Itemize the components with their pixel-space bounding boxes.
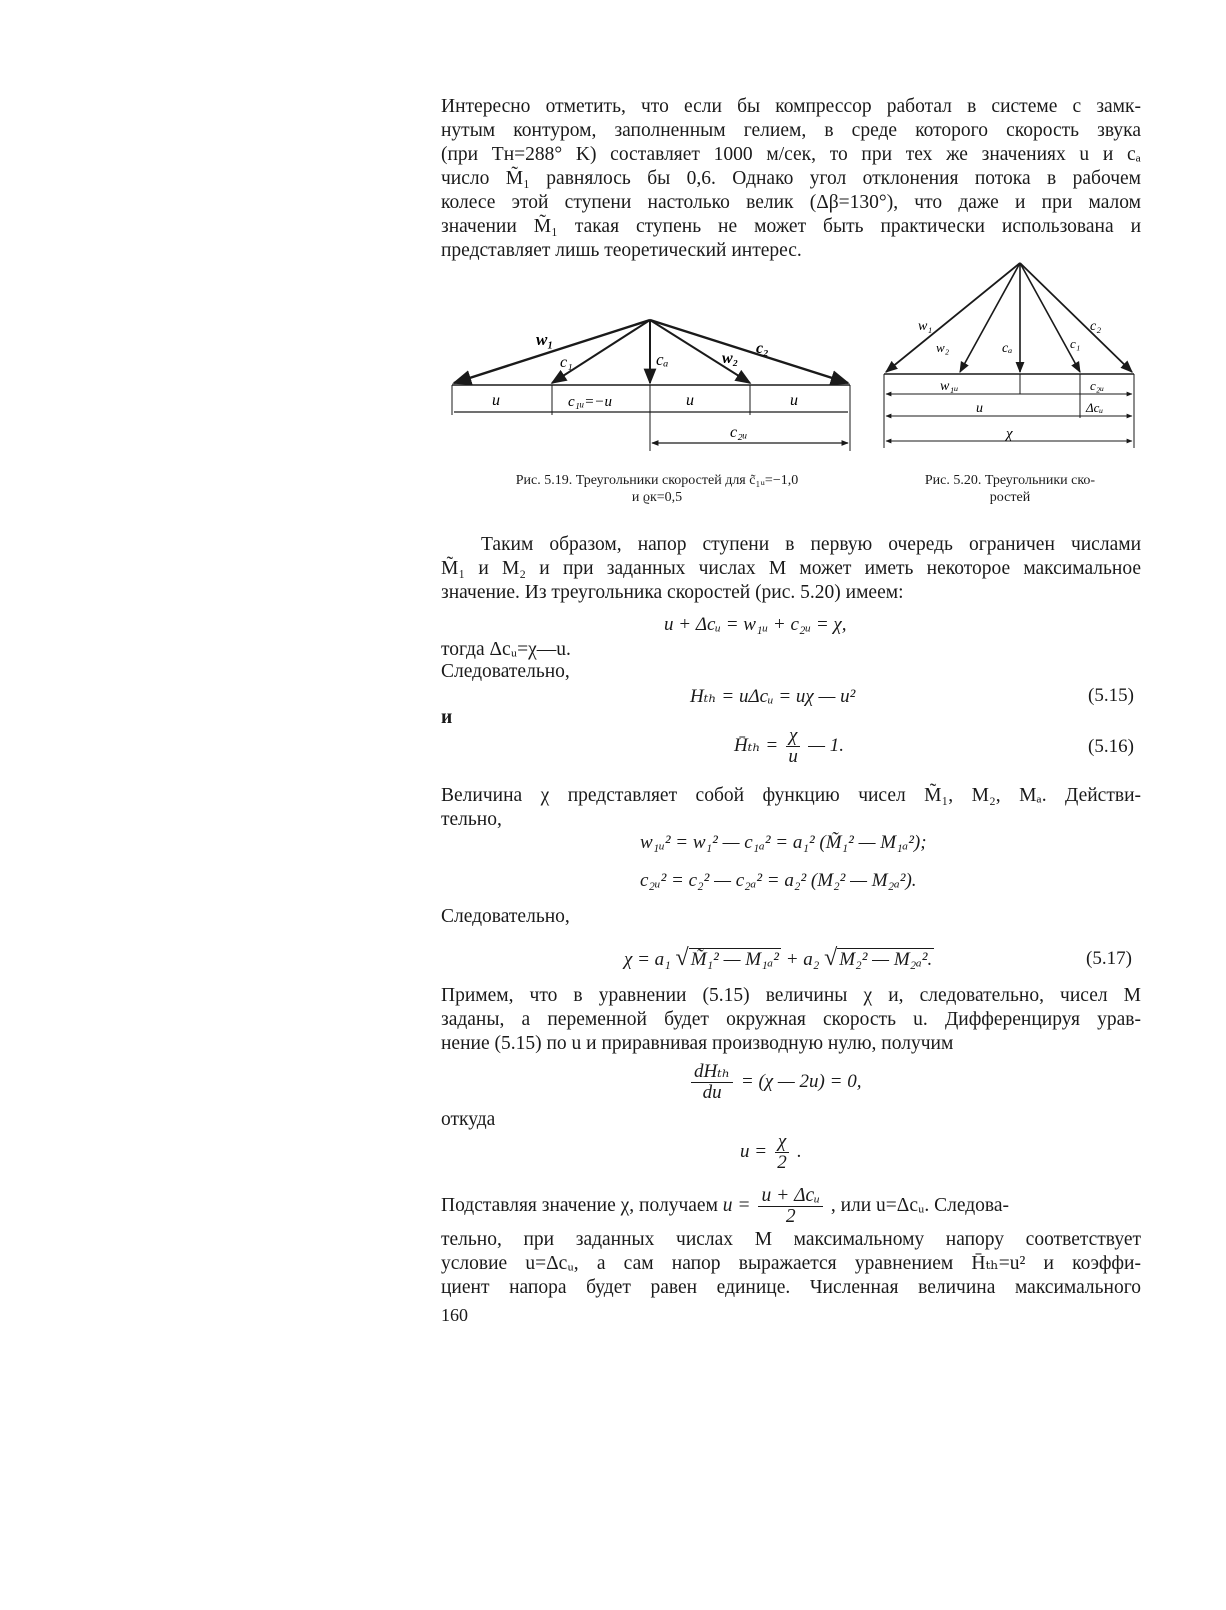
label-c2: c₂ <box>1090 319 1102 334</box>
paragraph-2 <box>441 533 1141 605</box>
equation-w1u: w₁ᵤ² = w₁² — c₁ₐ² = a₁² (M̃₁² — M₁ₐ²); <box>640 832 927 853</box>
frac-den: du <box>702 1082 722 1103</box>
label-ca: cₐ <box>656 350 669 369</box>
label-w1: w₁ <box>536 330 554 349</box>
consequently-1: Следовательно, <box>441 661 570 682</box>
equation-5-16 <box>734 726 844 767</box>
equation-5-17 <box>624 945 934 972</box>
text-line: нение (5.15) по u и приравнивая производную нулю, получим <box>441 1033 954 1054</box>
text-line: Интересно отметить, что если бы компрессор работал в системе с замк- <box>441 96 1141 117</box>
and-text: и <box>441 707 453 728</box>
text-line: число M̃₁ равнялось бы 0,6. Однако угол отклонения потока в рабочем <box>441 168 1141 189</box>
label-c2: c₂ <box>756 340 769 357</box>
label-ca: cₐ <box>1002 341 1013 356</box>
text-line: (при Tн=288° K) составляет 1000 м/сек, то при тех же значениях u и cₐ <box>441 144 1141 165</box>
label-w1u: w₁ᵤ <box>940 379 959 394</box>
frac-num: χ <box>786 726 800 747</box>
frac-den: 2 <box>777 1152 787 1173</box>
sqrt-sign: √ <box>824 945 838 971</box>
text-line: Примем, что в уравнении (5.15) величины χ и, следовательно, чисел M <box>441 985 1141 1006</box>
label-u-left: u <box>492 392 500 409</box>
sqrt-sign: √ <box>675 945 689 971</box>
label-w2: w₂ <box>722 350 739 367</box>
eq-lhs: u = <box>722 1194 751 1216</box>
label-chi: χ <box>1006 426 1013 442</box>
frac-num: dHₜₕ <box>691 1062 733 1083</box>
fraction <box>691 1062 733 1103</box>
label-dcu: Δcᵤ <box>1086 400 1104 415</box>
text-line: тельно, <box>441 809 502 830</box>
equation-c2u: c₂ᵤ² = c₂² — c₂ₐ² = a₂² (M₂² — M₂ₐ²). <box>640 870 917 891</box>
fraction <box>758 1186 822 1227</box>
frac-num: u + Δcᵤ <box>758 1186 822 1207</box>
caption-line: ростей <box>989 490 1031 505</box>
text-line: значении M̃₁ такая ступень не может быть практически использована и <box>441 216 1141 237</box>
caption-line: и ϱк=0,5 <box>631 490 683 505</box>
equation-u-half-chi <box>740 1132 802 1173</box>
intro-paragraph <box>441 95 1141 263</box>
eq-rhs: — 1. <box>808 734 844 756</box>
text-line: представляет лишь теоретический интерес. <box>441 240 802 261</box>
equation-number-5-15: (5.15) <box>1088 685 1134 706</box>
text-line: Таким образом, напор ступени в первую очередь ограничен числами <box>481 534 1141 555</box>
caption-line: Рис. 5.19. Треугольники скоростей для c̃₁ᵤ=−1,0 <box>515 473 799 488</box>
consequently-2: Следовательно, <box>441 906 570 927</box>
frac-den: 2 <box>785 1206 796 1227</box>
text: Подставляя значение χ, получаем <box>441 1194 718 1216</box>
figure-5-20 <box>880 258 1150 458</box>
eq-mid: + a₂ <box>785 949 820 970</box>
frac-den: u <box>788 746 798 767</box>
caption-fig-5-20 <box>880 472 1140 506</box>
eq-rhs: . <box>796 1140 802 1162</box>
text-line: заданы, а переменной будет окружная скорость u. Дифференцируя урав- <box>441 1009 1141 1030</box>
equation-number-5-16: (5.16) <box>1088 736 1134 757</box>
label-c2u: c₂ᵤ <box>1090 378 1105 393</box>
text-line: M̃₁ и M₂ и при заданных числах M может иметь некоторое максимальное <box>441 558 1141 579</box>
eq-lhs: u = <box>740 1140 768 1162</box>
label-u: u <box>976 401 983 416</box>
text-line: значение. Из треугольника скоростей (рис. 5.20) имеем: <box>441 582 904 603</box>
frac-num: χ <box>775 1132 789 1153</box>
label-w2: w₂ <box>936 340 950 355</box>
equation-5-15: Hₜₕ = uΔcᵤ = uχ — u² <box>690 686 856 707</box>
sqrt-body: M₂² — M₂ₐ². <box>839 949 933 970</box>
whence-text: откуда <box>441 1109 496 1130</box>
text-line: тельно, при заданных числах M максимальному напору соответствует <box>441 1229 1141 1250</box>
text-line: Величина χ представляет собой функцию чисел M̃₁, M₂, Mₐ. Действи- <box>441 785 1141 806</box>
label-w1: w₁ <box>918 319 933 334</box>
text-line: колесе этой ступени настолько велик (Δβ=130°), что даже и при малом <box>441 192 1141 213</box>
figure-5-19 <box>440 305 870 455</box>
eq-rhs: = (χ — 2u) = 0, <box>740 1070 862 1092</box>
label-u-mid: u <box>686 392 694 409</box>
caption-fig-5-19 <box>452 472 862 506</box>
paragraph-4 <box>441 984 1141 1056</box>
page-number: 160 <box>441 1305 468 1325</box>
fraction <box>775 1132 789 1173</box>
equation-chi-sum: u + Δcᵤ = w₁ᵤ + c₂ᵤ = χ, <box>664 614 847 635</box>
text-line: условие u=Δcᵤ, а сам напор выражается уравнением H̄ₜₕ=u² и коэффи- <box>441 1253 1141 1274</box>
text-line: нутым контуром, заполненным гелием, в среде которого скорость звука <box>441 120 1141 141</box>
label-c2u: c₂ᵤ <box>730 424 748 441</box>
paragraph-5-first-line <box>441 1186 1141 1227</box>
paragraph-5 <box>441 1228 1141 1300</box>
equation-number-5-17: (5.17) <box>1086 948 1132 969</box>
equation-derivative <box>688 1062 861 1103</box>
fraction <box>786 726 800 767</box>
then-text: тогда Δcᵤ=χ—u. <box>441 639 571 660</box>
eq-lhs: H̄ₜₕ = <box>734 734 779 756</box>
eq-lhs: χ = a₁ <box>624 949 671 970</box>
label-c1u: c₁ᵤ=−u <box>568 394 613 410</box>
label-c1: c₁ <box>1070 336 1081 351</box>
sqrt-body: M̃₁² — M₁ₐ² <box>690 949 779 970</box>
label-c1: c₁ <box>560 354 573 371</box>
label-u-right: u <box>790 392 798 409</box>
text-line: циент напора будет равен единице. Численная величина максимального <box>441 1277 1141 1298</box>
caption-line: Рис. 5.20. Треугольники ско- <box>924 473 1096 488</box>
text: , или u=Δcᵤ. Следова- <box>830 1194 1010 1216</box>
paragraph-3 <box>441 784 1141 832</box>
